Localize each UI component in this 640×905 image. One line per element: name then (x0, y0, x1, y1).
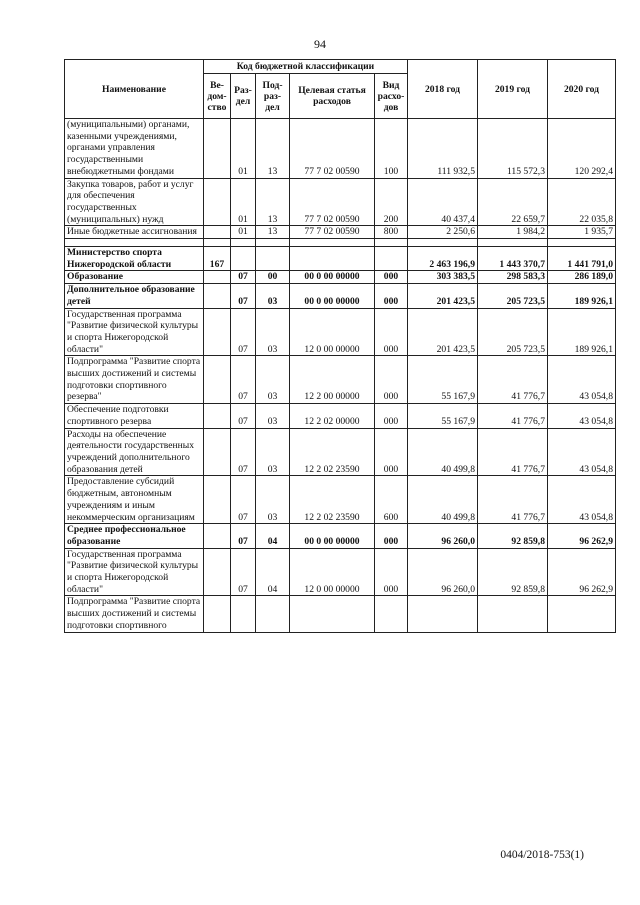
department-code-cell (204, 284, 231, 308)
section-code-cell (231, 596, 256, 632)
subsection-code-cell: 03 (256, 308, 290, 356)
amount-2019-cell (478, 596, 548, 632)
table-row (65, 476, 616, 524)
amount-2018-cell: 201 423,5 (408, 308, 478, 356)
table-row (65, 308, 616, 356)
target-article-cell: 77 7 02 00590 (290, 226, 375, 239)
header-code: Целевая статья расходов (290, 74, 375, 119)
header-code: Раз- дел (231, 74, 256, 119)
department-code-cell (204, 356, 231, 404)
subsection-code-cell: 03 (256, 428, 290, 476)
amount-2018-cell: 2 250,6 (408, 226, 478, 239)
department-code-cell (204, 119, 231, 179)
header-code: Ве- дом- ство (204, 74, 231, 119)
header-code: Вид расхо- дов (375, 74, 408, 119)
expense-type-cell: 000 (375, 271, 408, 284)
target-article-cell (290, 596, 375, 632)
subsection-code-cell (256, 239, 290, 247)
expense-type-cell (375, 596, 408, 632)
row-name-cell: (муниципальными) органами, казенными учреждениями, органами управления государственными внебюджетными фондами (65, 119, 204, 179)
amount-2020-cell: 1 935,7 (548, 226, 616, 239)
row-name-cell: Обеспечение подготовки спортивного резерва (65, 404, 204, 428)
section-code-cell (231, 239, 256, 247)
section-code-cell: 01 (231, 119, 256, 179)
subsection-code-cell (256, 247, 290, 271)
target-article-cell: 00 0 00 00000 (290, 271, 375, 284)
amount-2019-cell: 1 984,2 (478, 226, 548, 239)
department-code-cell (204, 239, 231, 247)
amount-2018-cell (408, 239, 478, 247)
row-name-cell: Министерство спорта Нижегородской области (65, 247, 204, 271)
department-code-cell (204, 428, 231, 476)
row-name-cell: Дополнительное образование детей (65, 284, 204, 308)
target-article-cell: 12 2 00 00000 (290, 356, 375, 404)
subsection-code-cell: 03 (256, 284, 290, 308)
section-code-cell: 07 (231, 524, 256, 548)
expense-type-cell: 000 (375, 356, 408, 404)
section-code-cell: 01 (231, 226, 256, 239)
spacer-row (65, 239, 616, 247)
subsection-code-cell: 04 (256, 548, 290, 596)
target-article-cell: 77 7 02 00590 (290, 178, 375, 226)
amount-2020-cell: 43 054,8 (548, 356, 616, 404)
header-name: Наименование (65, 60, 204, 119)
amount-2020-cell: 189 926,1 (548, 308, 616, 356)
subsection-code-cell: 13 (256, 226, 290, 239)
department-code-cell (204, 548, 231, 596)
amount-2020-cell: 96 262,9 (548, 548, 616, 596)
amount-2019-cell: 205 723,5 (478, 284, 548, 308)
amount-2018-cell: 303 383,5 (408, 271, 478, 284)
amount-2019-cell (478, 239, 548, 247)
amount-2019-cell: 92 859,8 (478, 548, 548, 596)
amount-2019-cell: 22 659,7 (478, 178, 548, 226)
target-article-cell: 00 0 00 00000 (290, 524, 375, 548)
subsection-code-cell: 13 (256, 119, 290, 179)
expense-type-cell (375, 239, 408, 247)
expense-type-cell: 000 (375, 404, 408, 428)
amount-2018-cell (408, 596, 478, 632)
target-article-cell: 00 0 00 00000 (290, 284, 375, 308)
row-name-cell (65, 239, 204, 247)
section-code-cell: 07 (231, 476, 256, 524)
target-article-cell: 12 0 00 00000 (290, 308, 375, 356)
target-article-cell: 77 7 02 00590 (290, 119, 375, 179)
table-row (65, 178, 616, 226)
department-code-cell (204, 524, 231, 548)
amount-2018-cell: 96 260,0 (408, 524, 478, 548)
header-classification-group: Код бюджетной классификации (204, 60, 408, 74)
section-code-cell: 07 (231, 404, 256, 428)
expense-type-cell: 000 (375, 548, 408, 596)
expense-type-cell: 000 (375, 308, 408, 356)
amount-2019-cell: 1 443 370,7 (478, 247, 548, 271)
amount-2020-cell (548, 239, 616, 247)
expense-type-cell: 800 (375, 226, 408, 239)
row-name-cell: Среднее профессиональное образование (65, 524, 204, 548)
amount-2019-cell: 41 776,7 (478, 356, 548, 404)
row-name-cell: Расходы на обеспечение деятельности государственных учреждений дополнительного образования детей (65, 428, 204, 476)
subsection-code-cell: 13 (256, 178, 290, 226)
amount-2018-cell: 55 167,9 (408, 404, 478, 428)
page-number: 94 (314, 37, 326, 51)
table-row (65, 404, 616, 428)
table-row (65, 356, 616, 404)
row-name-cell: Подпрограмма "Развитие спорта высших достижений и системы подготовки спортивного (65, 596, 204, 632)
table-row (65, 428, 616, 476)
amount-2020-cell: 286 189,0 (548, 271, 616, 284)
amount-2020-cell: 43 054,8 (548, 404, 616, 428)
amount-2018-cell: 40 499,8 (408, 476, 478, 524)
department-code-cell (204, 308, 231, 356)
amount-2018-cell: 40 499,8 (408, 428, 478, 476)
amount-2020-cell: 120 292,4 (548, 119, 616, 179)
table-row (65, 119, 616, 179)
header-year-2020: 2020 год (548, 60, 616, 119)
section-code-cell: 07 (231, 271, 256, 284)
amount-2018-cell: 40 437,4 (408, 178, 478, 226)
row-name-cell: Иные бюджетные ассигнования (65, 226, 204, 239)
subsection-code-cell: 04 (256, 524, 290, 548)
amount-2018-cell: 2 463 196,9 (408, 247, 478, 271)
amount-2020-cell: 189 926,1 (548, 284, 616, 308)
section-code-cell: 07 (231, 308, 256, 356)
target-article-cell: 12 0 00 00000 (290, 548, 375, 596)
row-name-cell: Подпрограмма "Развитие спорта высших достижений и системы подготовки спортивного резерва" (65, 356, 204, 404)
amount-2018-cell: 96 260,0 (408, 548, 478, 596)
header-code: Под- раз- дел (256, 74, 290, 119)
section-code-cell: 01 (231, 178, 256, 226)
amount-2020-cell: 96 262,9 (548, 524, 616, 548)
amount-2020-cell: 43 054,8 (548, 476, 616, 524)
section-code-cell: 07 (231, 428, 256, 476)
amount-2018-cell: 201 423,5 (408, 284, 478, 308)
amount-2019-cell: 41 776,7 (478, 404, 548, 428)
amount-2019-cell: 92 859,8 (478, 524, 548, 548)
department-code-cell (204, 178, 231, 226)
subsection-code-cell: 00 (256, 271, 290, 284)
row-name-cell: Предоставление субсидий бюджетным, автономным учреждениям и иным некоммерческим организациям (65, 476, 204, 524)
amount-2020-cell: 43 054,8 (548, 428, 616, 476)
section-code-cell (231, 247, 256, 271)
target-article-cell: 12 2 02 00000 (290, 404, 375, 428)
section-code-cell: 07 (231, 284, 256, 308)
expense-type-cell: 100 (375, 119, 408, 179)
amount-2019-cell: 115 572,3 (478, 119, 548, 179)
expense-type-cell: 600 (375, 476, 408, 524)
table-row (65, 247, 616, 271)
table-header (65, 60, 616, 119)
table-row (65, 271, 616, 284)
department-code-cell (204, 226, 231, 239)
table-row (65, 596, 616, 632)
department-code-cell (204, 596, 231, 632)
target-article-cell: 12 2 02 23590 (290, 428, 375, 476)
amount-2020-cell: 22 035,8 (548, 178, 616, 226)
table-body (65, 119, 616, 633)
subsection-code-cell (256, 596, 290, 632)
subsection-code-cell: 03 (256, 476, 290, 524)
table-row (65, 548, 616, 596)
amount-2018-cell: 111 932,5 (408, 119, 478, 179)
expense-type-cell: 000 (375, 284, 408, 308)
subsection-code-cell: 03 (256, 404, 290, 428)
amount-2020-cell: 1 441 791,0 (548, 247, 616, 271)
table-row (65, 284, 616, 308)
row-name-cell: Государственная программа "Развитие физической культуры и спорта Нижегородской области" (65, 548, 204, 596)
target-article-cell: 12 2 02 23590 (290, 476, 375, 524)
department-code-cell (204, 271, 231, 284)
expense-type-cell: 200 (375, 178, 408, 226)
amount-2018-cell: 55 167,9 (408, 356, 478, 404)
target-article-cell (290, 247, 375, 271)
row-name-cell: Закупка товаров, работ и услуг для обеспечения государственных (муниципальных) нужд (65, 178, 204, 226)
header-year-2018: 2018 год (408, 60, 478, 119)
document-id: 0404/2018-753(1) (500, 849, 584, 861)
amount-2020-cell (548, 596, 616, 632)
amount-2019-cell: 41 776,7 (478, 476, 548, 524)
department-code-cell (204, 404, 231, 428)
expense-type-cell: 000 (375, 428, 408, 476)
expense-type-cell (375, 247, 408, 271)
section-code-cell: 07 (231, 356, 256, 404)
section-code-cell: 07 (231, 548, 256, 596)
budget-table (64, 59, 616, 633)
table-row (65, 524, 616, 548)
table-row (65, 226, 616, 239)
amount-2019-cell: 41 776,7 (478, 428, 548, 476)
header-year-2019: 2019 год (478, 60, 548, 119)
subsection-code-cell: 03 (256, 356, 290, 404)
department-code-cell (204, 476, 231, 524)
department-code-cell: 167 (204, 247, 231, 271)
row-name-cell: Образование (65, 271, 204, 284)
amount-2019-cell: 298 583,3 (478, 271, 548, 284)
expense-type-cell: 000 (375, 524, 408, 548)
target-article-cell (290, 239, 375, 247)
row-name-cell: Государственная программа "Развитие физической культуры и спорта Нижегородской области" (65, 308, 204, 356)
amount-2019-cell: 205 723,5 (478, 308, 548, 356)
